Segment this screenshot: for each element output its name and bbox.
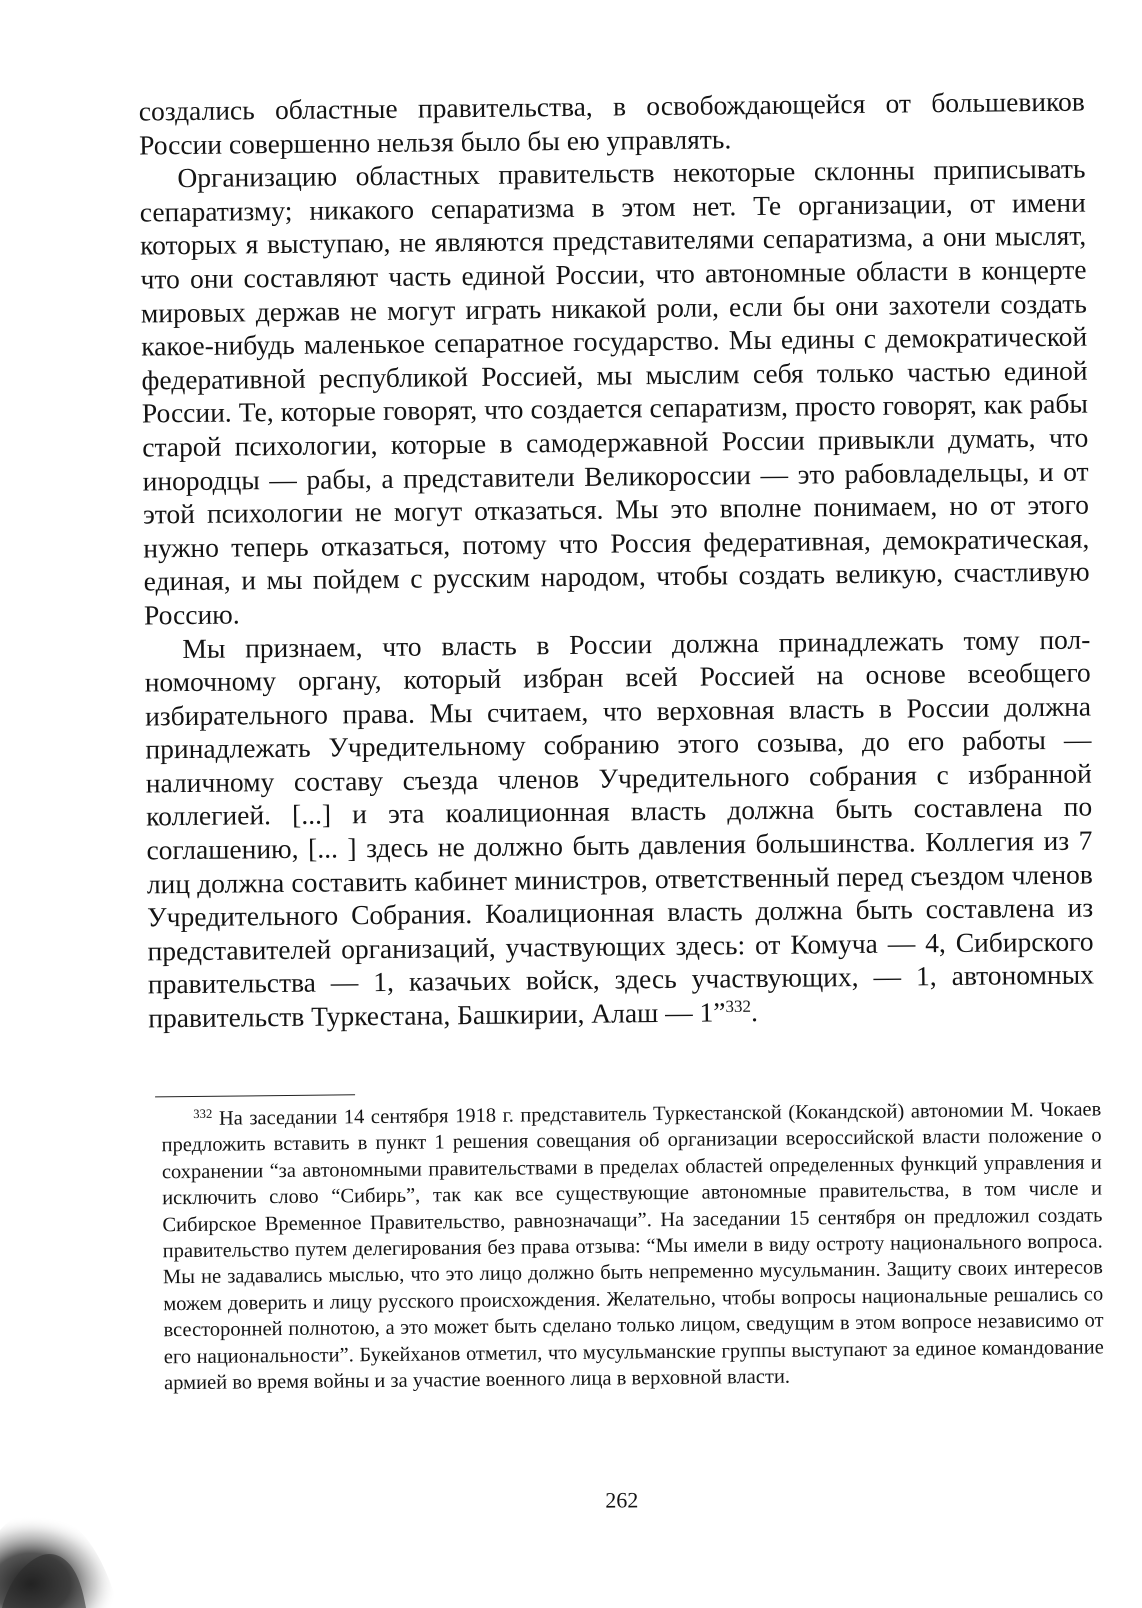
scan-edge-smudge (0, 1498, 134, 1608)
paragraph-2: Организацию областных правительств некоторые склонны приписывать сепаратизму; никакого сепаратизма в этом нет. Те организации, от имени которых я выступаю, не являются представителями сепаратизма, а они мыслят, что они составляют часть единой России, что автономные области в концерте мировых держав не могут играть никакой роли, если бы они захотели создать какое-нибудь маленькое сепаратное государство. Мы едины с демократической федеративной республикой Россией, мы мыслим себя только частью единой России. Те, которые говорят, что создается сепаратизм, просто говорят, как рабы старой психологии, которые в самодержавной России привыкли думать, что инородцы — рабы, а представители Великороссии — это рабовладельцы, и от этой психологии не могут отказаться. Мы это вполне понимаем, но от этого нужно теперь отказаться, потому что Россия федеративная, демократическая, единая, и мы пойдем с русским народом, чтобы создать великую, счастливую Россию. (139, 152, 1090, 631)
footnote-divider (155, 1094, 355, 1097)
page-number: 262 (605, 1487, 639, 1513)
paragraph-3-end-punct: . (750, 996, 759, 1028)
paragraph-1: создались областные правительства, в освобождающейся от большевиков России совершенно нельзя было бы ею управлять. (138, 85, 1085, 161)
footnote-number: 332 (193, 1106, 213, 1121)
footnote (161, 1096, 1104, 1396)
main-text (139, 85, 1095, 1035)
footnote-reference[interactable]: 332 (725, 996, 752, 1017)
paragraph-3 (144, 622, 1094, 1035)
footnote-text: На заседании 14 сентября 1918 г. представитель Туркестанской (Кокандской) автономии М. Чокаев предложить вставить в пункт 1 решения совещания об организации всероссийской власти положение о сохранении “за автономными правительствами в пределах областей определенных функций управления и исключить слово “Сибирь”, так как все существующие автономные правительства, в том числе и Сибирское Временное Правительство, равнозначащи”. На заседании 15 сентября он предложил создать правительство путем делегирования без права отзыва: “Мы имели в виду остроту национального вопроса. Мы не задавались мыслью, что это лицо должно быть непременно мусульманин. Защиту своих интересов можем доверить и лицу русского происхождения. Желательно, чтобы вопросы национальные решались со всесторонней полнотою, а это может быть сделано только лицом, сведущим в этом вопросе независимо от его национальности”. Букейханов отметил, что мусульманские группы выступают за единое командование армией во время войны и за участие военного лица в верховной власти. (161, 1098, 1104, 1395)
paragraph-3-text: Мы признаем, что власть в России должна принадлежать тому полномочному органу, который избран всей Россией на основе всеобщего избирательного права. Мы считаем, что верховная власть в России должна принадлежать Учредительному собранию этого созыва, до его работы — наличному составу съезда членов Учредительного собрания с избранной коллегией. [...] и эта коалиционная власть должна быть составлена по соглашению, [... ] здесь не должно быть давления большинства. Коллегия из 7 лиц должна составить кабинет министров, ответственный перед съездом членов Учредительного Собрания. Коалиционная власть должна быть составлена из представителей организаций, участвующих здесь: от Комуча — 4, Сибирского правительства — 1, казачьих войск, здесь участвующих, — 1, автономных правительств Туркестана, Башкирии, Алаш — 1” (144, 623, 1095, 1034)
